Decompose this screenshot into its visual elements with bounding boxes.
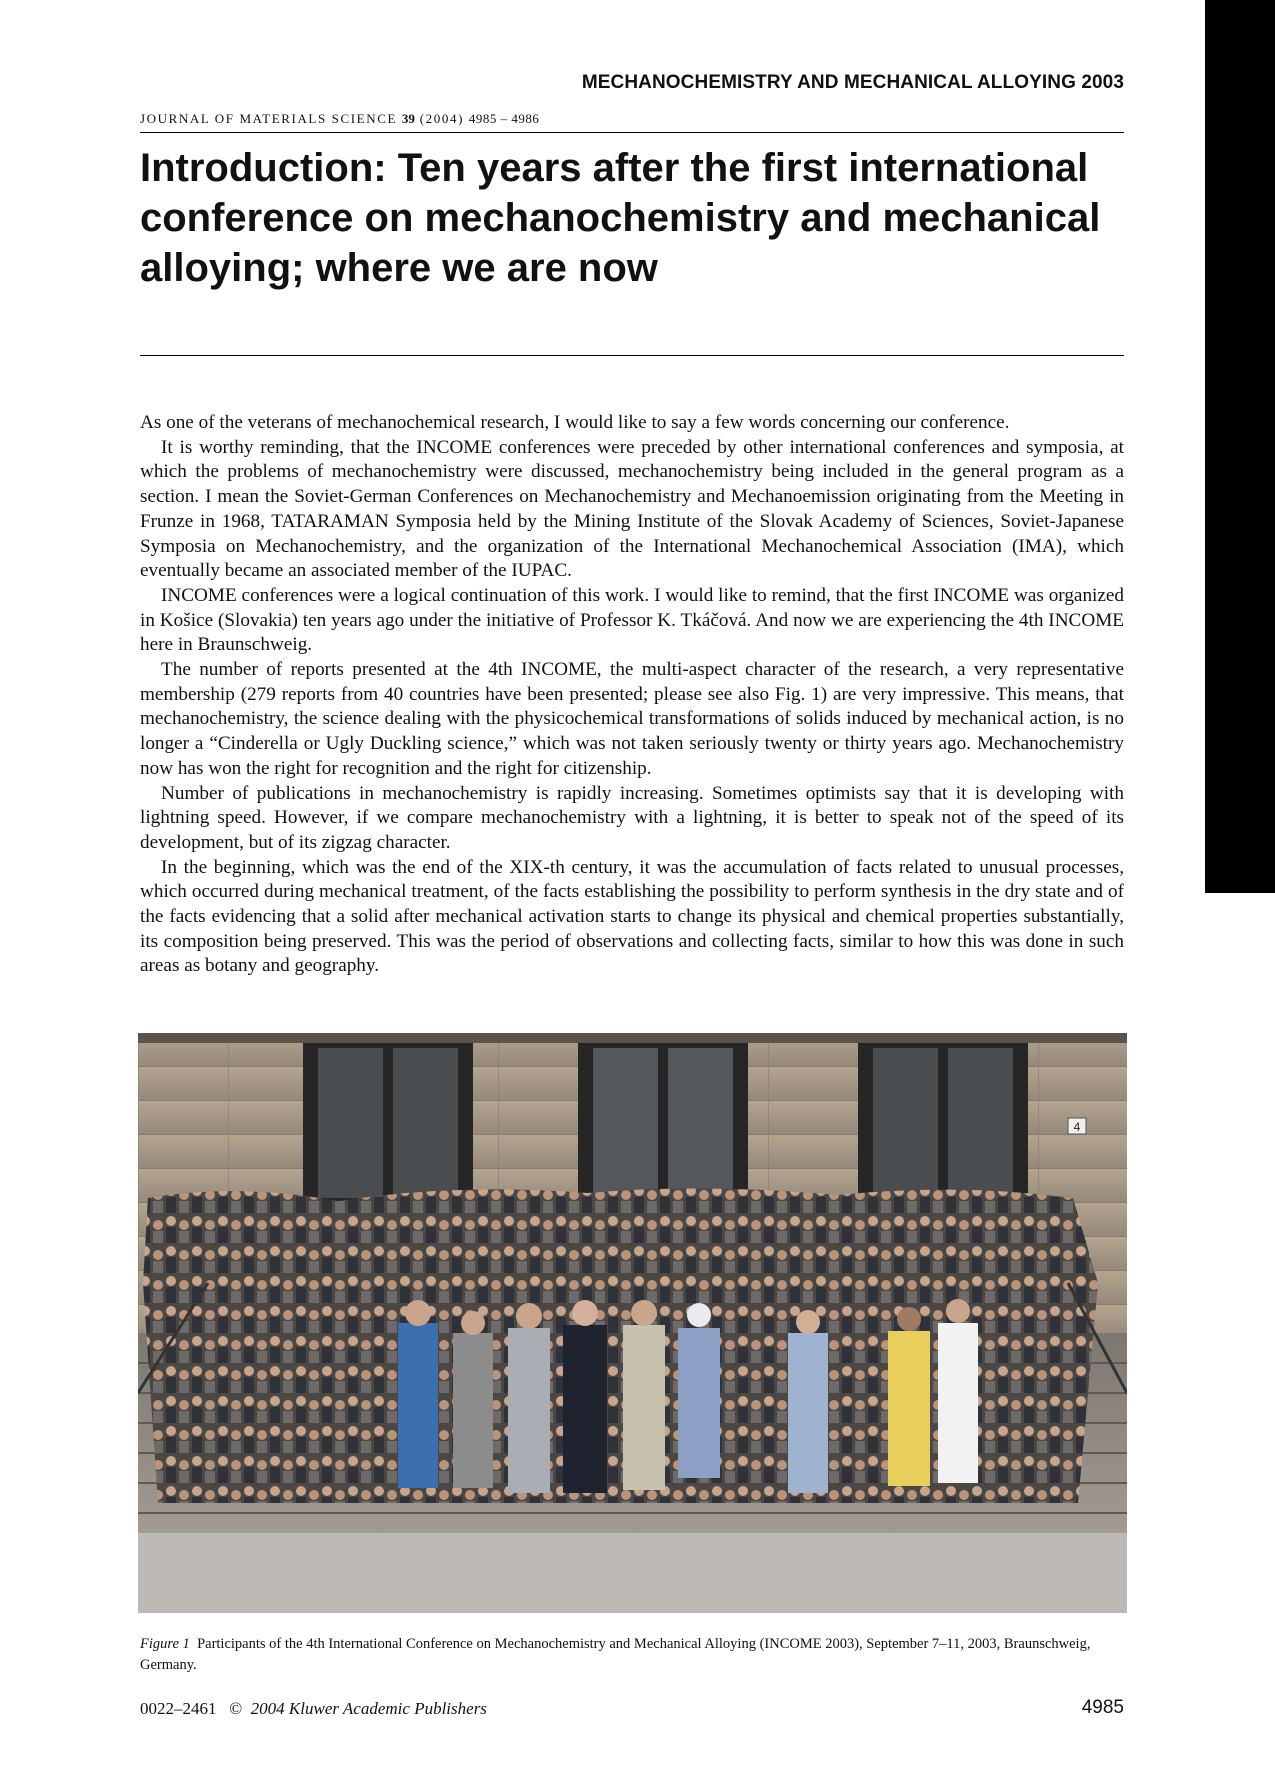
section-header: MECHANOCHEMISTRY AND MECHANICAL ALLOYING 2003	[581, 72, 1124, 93]
copyright-symbol: ©	[229, 1699, 243, 1718]
group-photo	[138, 1033, 1127, 1613]
paragraph: Number of publications in mechanochemistry is rapidly increasing. Sometimes optimists say that it is developing with lightning speed. However, if we compare mechanochemistry with a lightning, it is better to speak not of the speed of its development, but of its zigzag character.	[140, 782, 1124, 853]
article-title: Introduction: Ten years after the first international conference on mechanochemistry and mechanical alloying; where we are now	[140, 146, 1101, 290]
figure-caption-text: Participants of the 4th International Conference on Mechanochemistry and Mechanical Alloying (INCOME 2003), September 7–11, 2003, Braunschweig, Germany.	[140, 1636, 1091, 1673]
paragraph: The number of reports presented at the 4th INCOME, the multi-aspect character of the research, a very representative membership (279 reports from 40 countries have been presented; please see also Fig. 1) are very impressive. This means, that mechanochemistry, the science dealing with the physicochemical transformations of solids induced by mechanical action, is no longer a “Cinderella or Ugly Duckling science,” which was not taken seriously twenty or thirty years ago. Mechanochemistry now has won the right for recognition and the right for citizenship.	[140, 659, 1124, 779]
door-left	[303, 1033, 473, 1218]
footer-left	[140, 1699, 487, 1719]
figure-label: Figure 1	[140, 1636, 190, 1652]
paragraph: As one of the veterans of mechanochemical research, I would like to say a few words concerning our conference.	[140, 412, 1010, 433]
journal-name: JOURNAL OF MATERIALS SCIENCE	[140, 111, 398, 126]
page-edge-tab	[1205, 0, 1275, 893]
header-rule	[140, 132, 1124, 133]
paragraph: It is worthy reminding, that the INCOME conferences were preceded by other international conferences and symposia, at which the problems of mechanochemistry were discussed, mechanochemistry being included in the general program as a section. I mean the Soviet-German Conferences on Mechanochemistry and Mechanoemission originating from the Meeting in Frunze in 1968, TATARAMAN Symposia held by the Mining Institute of the Slovak Academy of Sciences, Soviet-Japanese Symposia on Mechanochemistry, and the organization of the International Mechanochemical Association (IMA), which eventually became an associated member of the IUPAC.	[140, 436, 1124, 582]
journal-year: (2004)	[419, 111, 465, 126]
journal-volume: 39	[401, 111, 415, 126]
paragraph: In the beginning, which was the end of the XIX-th century, it was the accumulation of facts related to unusual processes, which occurred during mechanical treatment, of the facts establishing the possibility to perform synthesis in the dry state and of the facts evidencing that a solid after mechanical activation starts to change its physical and chemical properties substantially, its composition being preserved. This was the period of observations and collecting facts, similar to how this was done in such areas as botany and geography.	[140, 856, 1124, 977]
journal-pages: 4985 – 4986	[468, 111, 540, 126]
title-rule	[140, 355, 1124, 356]
article-body	[140, 411, 1124, 979]
issn: 0022–2461	[140, 1699, 217, 1718]
journal-line	[140, 111, 1124, 127]
page-number: 4985	[1081, 1697, 1124, 1718]
publisher: 2004 Kluwer Academic Publishers	[250, 1699, 487, 1718]
paragraph: INCOME conferences were a logical continuation of this work. I would like to remind, that the first INCOME was organized in Košice (Slovakia) ten years ago under the initiative of Professor K. Tkáčová. And now we are experiencing the 4th INCOME here in Braunschweig.	[140, 584, 1124, 656]
figure-caption	[140, 1634, 1124, 1676]
building-number-sign: 4	[1073, 1120, 1081, 1134]
